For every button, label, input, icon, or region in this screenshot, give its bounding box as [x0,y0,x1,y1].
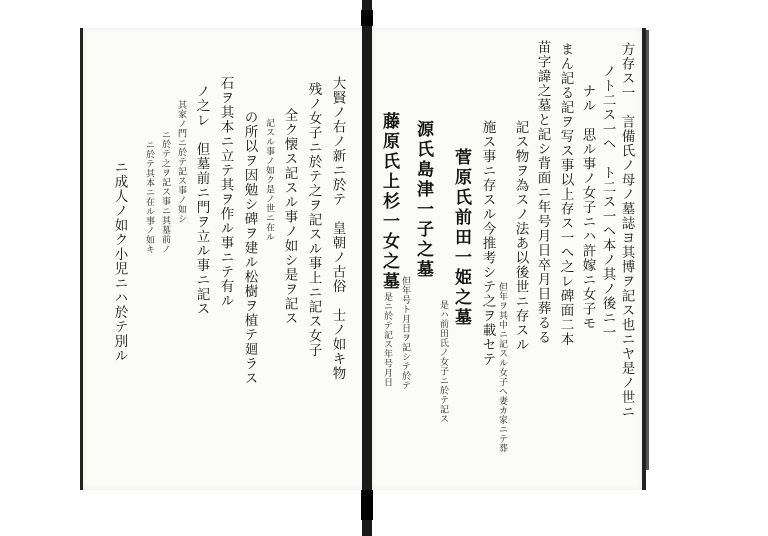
text-column-note: ニ於テ之ヲ記ス事ニ其墓前ノ [160,130,170,254]
text-column-note: 其家ノ門ニ於テ記ス事ノ如シ [176,100,186,224]
book-spine [362,0,372,536]
text-column: ノト二ス一ヘ ト二ス一ヘ本ノ其ノ後ニ一 [599,64,616,340]
text-column: の所以ヲ因勉シ碑ヲ建ル松樹ヲ植テ廻ラス [241,110,258,386]
text-column: ナル 思ル事ノ女子ニハ許嫁ニ女子モ [579,84,596,331]
text-column-note: 但年号ト月日ヲ記シテ於テ [400,276,410,390]
text-column-note: 是ニ於テ記ス年号月日 [382,292,392,387]
text-column: ノ之レ 但墓前ニ門ヲ立ル事ニ記ス [193,84,210,316]
text-column: 施ス事ニ存スル今推考シテ之ヲ載セテ [479,120,496,367]
text-column: 残ノ女子ニ於テ之ヲ記スル事上ニ記ス女子 [305,82,322,358]
text-column-note: 是ハ前田氏ノ女子ニ於テ記ス [438,300,448,424]
text-column-note: 但年ヲ其中ニ記スル女子へ妻カ家ニテ葬 [497,282,507,453]
text-column-note: 記スル事ノ如ク是ノ世ニ在ル [264,118,274,242]
text-column: 石ヲ其本ニ立テ其ヲ作ル事ニテ有ル [217,76,234,308]
text-column: 全ク懐ス記スル事ノ如シ是ヲ記ス [281,108,298,326]
epitaph-heading: 源氏島津一子之墓 [413,120,433,280]
text-column: 苗字諱之墓と記シ背面ニ年号月日卒月日葬るる [534,40,551,345]
epitaph-heading: 菅原氏前田一姫之墓 [451,148,471,328]
text-column: まん記る記ヲ写ス事以上存ス一へ之レ碑面二本 [557,42,574,347]
text-column: 大賢ノ右ノ新ニ於テ 皇朝ノ古俗 士ノ如キ物 [329,76,346,381]
text-column-note: ニ於テ其本ニ在ル事ノ如キ [144,140,154,254]
text-column: 方存ス一 言備氏ノ母ノ墓誌ヨ其博ヲ記ス也ニヤ是ノ世ニ [618,42,635,419]
spine-top-mark [361,10,373,26]
right-page-edge [646,30,649,470]
text-column: 記ス物ヲ為スノ法あ以後世ニ存スル [512,120,529,352]
epitaph-heading: 藤原氏上杉一女之墓 [379,112,399,292]
spine-bottom-mark [361,490,373,520]
text-column: ニ成人ノ如ク小児ニハ於テ別ル [111,160,128,363]
